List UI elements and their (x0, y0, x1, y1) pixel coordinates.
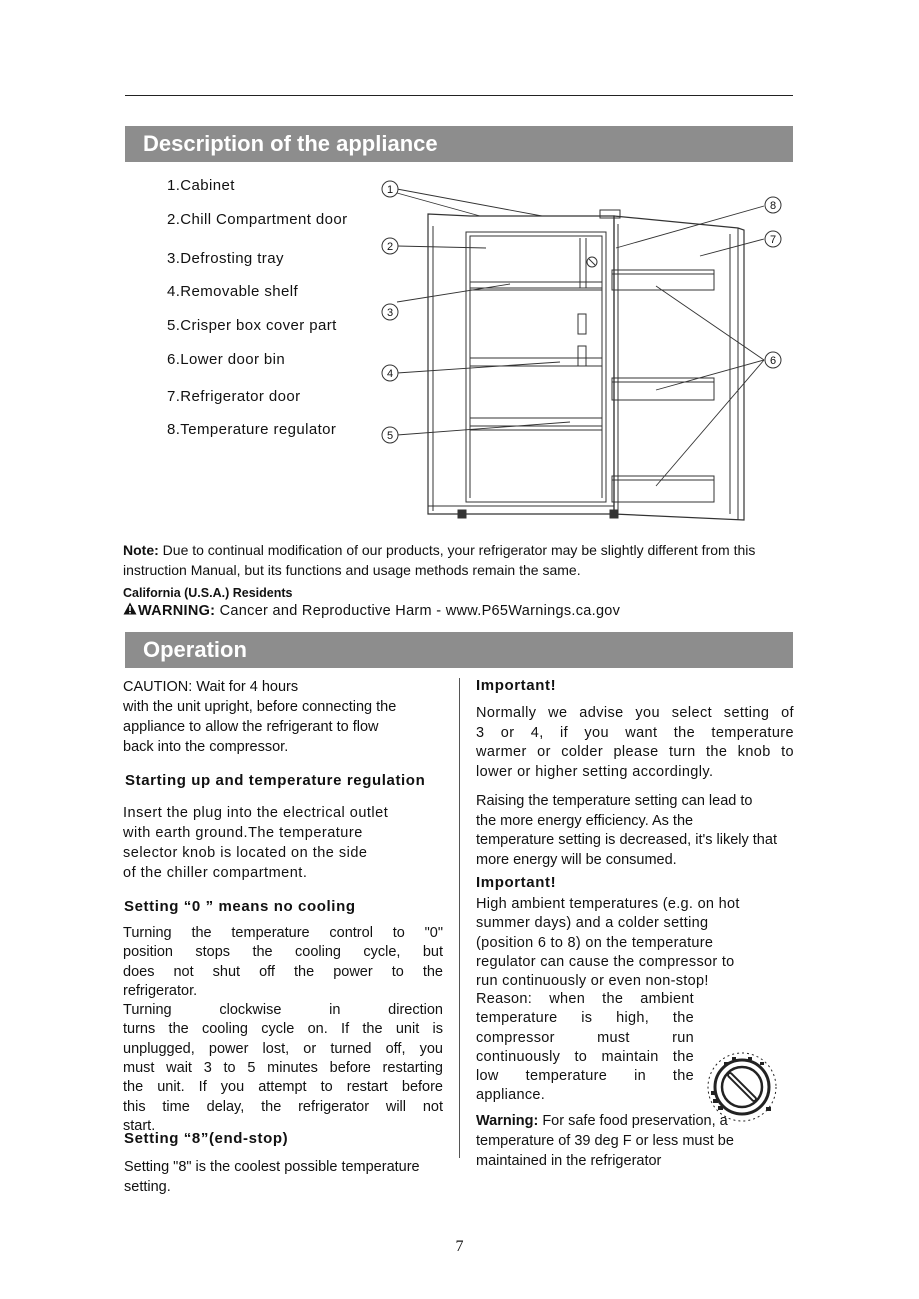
operation-section-title: Operation (125, 632, 793, 668)
text-line: with earth ground.The temperature (123, 825, 363, 841)
text-line: regulator can cause the compressor to (476, 953, 735, 970)
text-line: Setting "8" is the coolest possible temperature (124, 1159, 420, 1175)
text-line: temperature of 39 deg F or less must be (476, 1133, 734, 1149)
text-line: High ambient temperatures (e.g. on hot (476, 896, 740, 912)
caution-line: appliance to allow the refrigerant to flow (123, 719, 379, 735)
text-line: temperature is high, the (476, 1010, 694, 1027)
prop65-warning (123, 602, 620, 619)
food-safety-warning (476, 1111, 806, 1171)
text-line: summer days) and a colder setting (476, 915, 709, 932)
setting-zero-text (123, 924, 443, 1136)
starting-up-text (123, 803, 453, 883)
reason-text (476, 990, 694, 1106)
text-line: Turning clockwise in direction (123, 1002, 443, 1019)
text-line: lower or higher setting accordingly. (476, 763, 714, 780)
california-heading: California (U.S.A.) Residents (123, 586, 293, 600)
part-item: 2.Chill Compartment door (167, 211, 348, 228)
setting-eight-heading: Setting “8”(end-stop) (124, 1130, 289, 1147)
warning-triangle-icon (123, 602, 138, 619)
important-text-2 (476, 895, 806, 991)
text-line: maintained in the refrigerator (476, 1153, 662, 1169)
important-text (476, 704, 794, 782)
column-divider (459, 678, 460, 1158)
note-paragraph (123, 540, 803, 580)
text-line: continuously to maintain the (476, 1048, 694, 1065)
description-section-title: Description of the appliance (125, 126, 793, 162)
text-line: start. (123, 1117, 156, 1134)
caution-block (123, 677, 453, 757)
callout-6: 6 (769, 355, 777, 367)
text-line: For safe food preservation, a (538, 1113, 728, 1129)
text-line: unplugged, power lost, or turned off, you (123, 1040, 443, 1057)
caution-line: with the unit upright, before connecting the (123, 699, 397, 715)
text-line: position stops the cooling cycle, but (123, 944, 443, 961)
warning-label: WARNING: (138, 603, 216, 619)
text-line: Raising the temperature setting can lead to (476, 793, 753, 809)
note-text: Due to continual modification of our products, your refrigerator may be slightly different from this instruction Manual, but its functions and usage methods remain the same. (123, 542, 756, 578)
text-line: turns the cooling cycle on. If the unit is (123, 1021, 443, 1038)
text-line: Normally we advise you select setting of (476, 705, 794, 721)
text-line: low temperature in the (476, 1068, 694, 1085)
part-item: 8.Temperature regulator (167, 421, 337, 438)
text-line: selector knob is located on the side (123, 845, 368, 861)
part-item: 3.Defrosting tray (167, 250, 284, 267)
text-line: the unit. If you attempt to restart before (123, 1079, 443, 1096)
part-item: 6.Lower door bin (167, 351, 286, 368)
callout-7: 7 (769, 234, 777, 246)
important-heading: Important! (476, 677, 557, 694)
text-line: run continuously or even non-stop! (476, 973, 709, 990)
callout-3: 3 (386, 307, 394, 319)
text-line: (position 6 to 8) on the temperature (476, 934, 714, 951)
setting-zero-heading: Setting “0 ” means no cooling (124, 898, 356, 915)
text-line: appliance. (476, 1087, 546, 1104)
part-item: 5.Crisper box cover part (167, 317, 337, 334)
setting-eight-text (124, 1157, 454, 1197)
page-number: 7 (455, 1238, 464, 1255)
header-rule (125, 95, 793, 96)
text-line: of the chiller compartment. (123, 865, 308, 881)
text-line: more energy will be consumed. (476, 851, 677, 868)
text-line: refrigerator. (123, 982, 198, 999)
starting-up-heading: Starting up and temperature regulation (125, 772, 426, 789)
caution-line: CAUTION: Wait for 4 hours (123, 679, 299, 695)
part-item: 4.Removable shelf (167, 283, 299, 300)
text-line: must wait 3 to 5 minutes before restarting (123, 1060, 443, 1077)
text-line: Turning the temperature control to "0" (123, 925, 443, 941)
part-item: 7.Refrigerator door (167, 388, 301, 405)
warning-text: Cancer and Reproductive Harm - www.P65Warnings.ca.gov (215, 603, 621, 619)
text-line: temperature setting is decreased, it's likely that (476, 832, 777, 848)
important-heading-2: Important! (476, 874, 557, 891)
part-item: 1.Cabinet (167, 177, 235, 194)
text-line: the more energy efficiency. As the (476, 812, 694, 829)
text-line: warmer or colder please turn the knob to (476, 744, 794, 760)
text-line: compressor must run (476, 1029, 694, 1046)
note-label: Note: (123, 542, 159, 558)
text-line: 3 or 4, if you want the temperature (476, 724, 794, 741)
callout-1: 1 (386, 184, 394, 196)
callout-2: 2 (386, 241, 394, 253)
text-line: setting. (124, 1179, 171, 1195)
callout-5: 5 (386, 430, 394, 442)
text-line: Insert the plug into the electrical outlet (123, 805, 389, 821)
warning-label: Warning: (476, 1113, 539, 1129)
raising-temperature-text (476, 792, 812, 870)
callout-4: 4 (386, 368, 394, 380)
text-line: does not shut off the power to the (123, 963, 443, 980)
caution-line: back into the compressor. (123, 739, 289, 755)
callout-8: 8 (769, 200, 777, 212)
text-line: this time delay, the refrigerator will not (123, 1098, 443, 1115)
text-line: Reason: when the ambient (476, 991, 694, 1007)
refrigerator-diagram (360, 176, 800, 526)
